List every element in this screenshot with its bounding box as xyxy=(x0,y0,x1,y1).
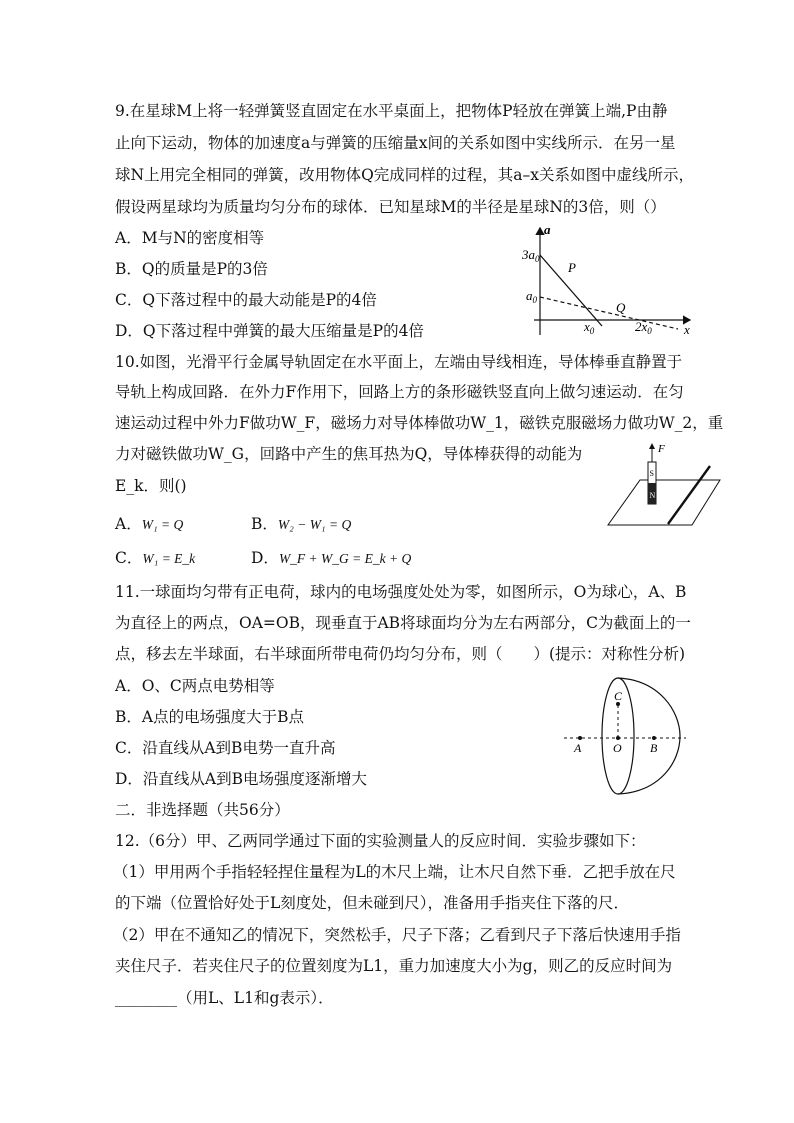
tick-x0: $x_0$ xyxy=(584,319,595,336)
x-axis-label: x xyxy=(684,322,690,337)
q10-line-5: E_k．则() xyxy=(115,477,187,495)
q12-line-2: （1）甲用两个手指轻轻捏住量程为L的木尺上端，让木尺自然下垂．乙把手放在尺 xyxy=(113,863,676,881)
q12-line-4: （2）甲在不通知乙的情况下，突然松手，尺子下落；乙看到尺子下落后快速用手指 xyxy=(113,926,681,944)
q10-line-3: 速运动过程中外力F做功W_F，磁场力对导体棒做功W_1，磁铁克服磁场力做功W_2，重 xyxy=(115,414,724,432)
q9-line-4: 假设两星球均为质量均匀分布的球体．已知星球M的半径是星球N的3倍，则（） xyxy=(115,198,666,216)
label-q: Q xyxy=(616,300,626,315)
q10-option-a: A．W₁ = Q xyxy=(115,515,184,533)
section-2-title: 二．非选择题（共56分） xyxy=(115,801,290,819)
q10-line-2: 导轨上构成回路．在外力F作用下，回路上方的条形磁铁竖直向上做匀速运动．在匀 xyxy=(115,383,684,401)
q10-line-1: 10.如图，光滑平行金属导轨固定在水平面上，左端由导线相连，导体棒垂直静置于 xyxy=(115,353,683,371)
magnet-s-label: S xyxy=(649,469,654,478)
point-b xyxy=(652,736,656,740)
q9-option-b: B．Q的质量是P的3倍 xyxy=(115,260,268,278)
point-o xyxy=(616,736,620,740)
tick-2x0: $2x_0$ xyxy=(635,319,652,336)
conductor-rod xyxy=(668,466,710,524)
q10-option-d: D．W_F + W_G = E_k + Q xyxy=(251,549,412,567)
right-hemisphere xyxy=(618,678,680,794)
q10-option-c: C．W₁ = E_k xyxy=(115,549,196,567)
q12-line-3: 的下端（位置恰好处于L刻度处，但未碰到尺），准备用手指夹住下落的尺． xyxy=(115,894,630,912)
q9-line-3: 球N上用完全相同的弹簧，改用物体Q完成同样的过程，其a–x关系如图中虚线所示， xyxy=(115,166,695,184)
q10-line-4: 力对磁铁做功W_G，回路中产生的焦耳热为Q，导体棒获得的动能为 xyxy=(115,445,583,463)
q11-line-2: 为直径上的两点，OA=OB，现垂直于AB将球面均分为左右两部分，C为截面上的一 xyxy=(115,614,691,632)
label-o: O xyxy=(613,741,622,755)
tick-a0: $a_0$ xyxy=(526,288,537,305)
force-label: F xyxy=(658,443,665,455)
q11-hemisphere-figure xyxy=(560,672,690,802)
q11-option-c: C．沿直线从A到B电势一直升高 xyxy=(115,739,336,757)
q10-rail-magnet-figure xyxy=(600,440,725,530)
q11-line-1: 11.一球面均匀带有正电荷，球内的电场强度处处为零，如图所示，O为球心，A、B xyxy=(115,583,687,601)
q12-line-6: ________（用L、L1和g表示）． xyxy=(115,989,334,1007)
label-p: P xyxy=(568,260,576,275)
tick-3a0: $3a_0$ xyxy=(522,247,540,264)
point-a xyxy=(578,736,582,740)
label-c: C xyxy=(614,689,623,703)
q11-option-d: D．沿直线从A到B电场强度逐渐增大 xyxy=(115,770,368,788)
q9-line-2: 止向下运动，物体的加速度a与弹簧的压缩量x间的关系如图中实线所示．在另一星 xyxy=(115,134,676,152)
q9-acceleration-graph xyxy=(520,220,700,345)
q12-line-5: 夹住尺子．若夹住尺子的位置刻度为L1，重力加速度大小为g，则乙的反应时间为 xyxy=(115,957,673,975)
y-axis-label: a xyxy=(544,222,551,237)
q9-line-1: 9.在星球M上将一轻弹簧竖直固定在水平桌面上，把物体P轻放在弹簧上端,P由静 xyxy=(115,102,668,120)
q9-option-d: D．Q下落过程中弹簧的最大压缩量是P的4倍 xyxy=(115,322,424,340)
dashed-line-q xyxy=(540,297,678,329)
q12-line-1: 12.（6分）甲、乙两同学通过下面的实验测量人的反应时间．实验步骤如下： xyxy=(115,832,646,850)
label-b: B xyxy=(650,741,658,755)
magnet-n-label: N xyxy=(649,491,656,500)
label-a: A xyxy=(574,741,582,755)
q9-option-a: A．M与N的密度相等 xyxy=(115,229,265,247)
q11-line-3: 点，移去左半球面，右半球面所带电荷仍均匀分布，则（ ）(提示：对称性分析) xyxy=(115,645,686,663)
rail-plane xyxy=(608,480,720,525)
q11-option-a: A．O、C两点电势相等 xyxy=(115,677,275,695)
q10-option-b: B．W₂ − W₁ = Q xyxy=(251,515,352,533)
q11-option-b: B．A点的电场强度大于B点 xyxy=(115,708,304,726)
q9-option-c: C．Q下落过程中的最大动能是P的4倍 xyxy=(115,291,377,309)
